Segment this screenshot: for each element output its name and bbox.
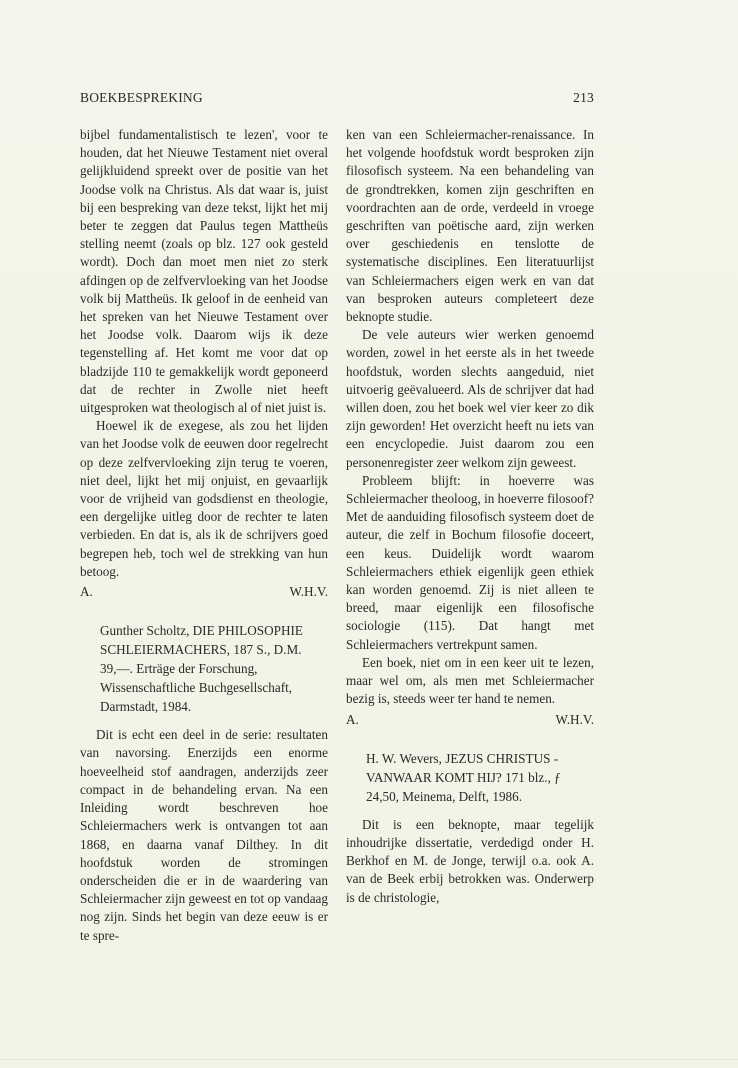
signature-initial: A. — [80, 584, 93, 600]
section-title: BOEKBESPREKING — [80, 90, 203, 105]
signature — [80, 583, 328, 601]
paragraph: Dit is echt een deel in de serie: resultaten van navorsing. Enerzijds een enorme hoeveelheid stof aandragen, anderzijds zeer compact in de behandeling ervan. Na een Inleiding wordt beschreven hoe Schleiermachers werk is ontvangen tot aan 1868, en daarna vanaf Dilthey. In dit hoofdstuk worden de stromingen onderscheiden die er in de waardering van Schleiermacher zijn geweest en tot op vandaag nog zijn. Sinds het begin van deze eeuw is er te spre- — [80, 727, 328, 943]
signature — [346, 711, 594, 729]
review-heading: H. W. Wevers, JEZUS CHRISTUS - VANWAAR KOMT HIJ? 171 blz., ƒ 24,50, Meinema, Delft, 1986. — [366, 750, 561, 804]
paragraph: De vele auteurs wier werken genoemd worden, zowel in het eerste als in het tweede hoofdstuk, worden slechts aangeduid, niet uitvoerig geëvalueerd. Als de schrijver dat had willen doen, zou het boek wel vier keer zo dik zijn geworden! Het overzicht heeft nu iets van een encyclopedie. Juist daarom zou een personenregister zeer welkom zijn geweest. — [346, 327, 594, 470]
right-column — [346, 126, 594, 907]
signature-author: W.H.V. — [289, 584, 328, 600]
page-number: 213 — [573, 90, 594, 105]
running-header — [80, 90, 594, 106]
signature-initial: A. — [346, 711, 359, 727]
signature-author: W.H.V. — [555, 711, 594, 727]
left-column — [80, 126, 328, 945]
paragraph: Dit is een beknopte, maar tegelijk inhoudrijke dissertatie, verdedigd onder H. Berkhof en M. de Jonge, terwijl o.a. ook A. van de Beek erbij betrokken was. Onderwerp is de christologie, — [346, 816, 594, 905]
page-edge — [0, 1059, 738, 1060]
paragraph: ken van een Schleiermacher-renaissance. In het volgende hoofdstuk wordt besproken zijn filosofisch systeem. Na een behandeling van de grondtrekken, komen zijn geschriften en voordrachten aan de orde, verdeeld in vroege geschriften van poëtische aard, zijn werken over geschiedenis en tenslotte de systematische disciplines. Een literatuurlijst van Schleiermachers eigen werk en van dat van besproken auteurs completeert deze beknopte studie. — [346, 127, 594, 325]
paragraph: Probleem blijft: in hoeverre was Schleiermacher theoloog, in hoeverre filosoof? Met de aanduiding filosofisch systeem doet de auteur, die zelf in Bochum filosofie doceert, een keus. Duidelijk wordt waarom Schleiermachers ethiek eigenlijk geen ethiek kan worden genoemd. Zij is niet alleen te breed, maar eigenlijk een filosofische sociologie (115). Dat hangt met Schleiermachers vertrekpunt samen. — [346, 472, 594, 652]
review-heading: Gunther Scholtz, DIE PHILOSOPHIE SCHLEIERMACHERS, 187 S., D.M. 39,—. Erträge der Forschung, Wissenschaftliche Buchgesellschaft, Darmstadt, 1984. — [100, 623, 303, 715]
paragraph: Hoewel ik de exegese, als zou het lijden van het Joodse volk de eeuwen door regelrecht op deze zelfvervloeking zijn terug te voeren, niet deel, lijkt het mij onjuist, en gevaarlijk voor de vrijheid van godsdienst en theologie, een dergelijke uitleg door de rechter te laten verbieden. En dat is, als ik de schrijvers goed begrepen heb, toch wel de strekking van hun betoog. — [80, 418, 328, 579]
paragraph: Een boek, niet om in een keer uit te lezen, maar wel om, als men met Schleiermacher bezig is, steeds weer ter hand te nemen. — [346, 654, 594, 707]
paragraph: bijbel fundamentalistisch te lezen', voor te houden, dat het Nieuwe Testament niet overal gelijkluidend spreekt over de positie van het Joodse volk na Christus. Als dat waar is, juist bij een bespreking van deze tekst, lijkt het mij beter te zeggen dat Paulus tegen Mattheüs stelling neemt (zoals op blz. 127 ook gesteld wordt). Doch dan moet men niet zo sterk afdingen op de zelfvervloeking van het Joodse volk bij Mattheüs. Ik geloof in de eenheid van het spreken van het Nieuwe Testament over het Joodse volk. Daarom wijs ik deze tegenstelling af. Het komt me voor dat op bladzijde 110 te gemakkelijk wordt geponeerd dat de rechter in Zwolle niet heeft uitgesproken wat theologisch al of niet juist is. — [80, 127, 328, 416]
